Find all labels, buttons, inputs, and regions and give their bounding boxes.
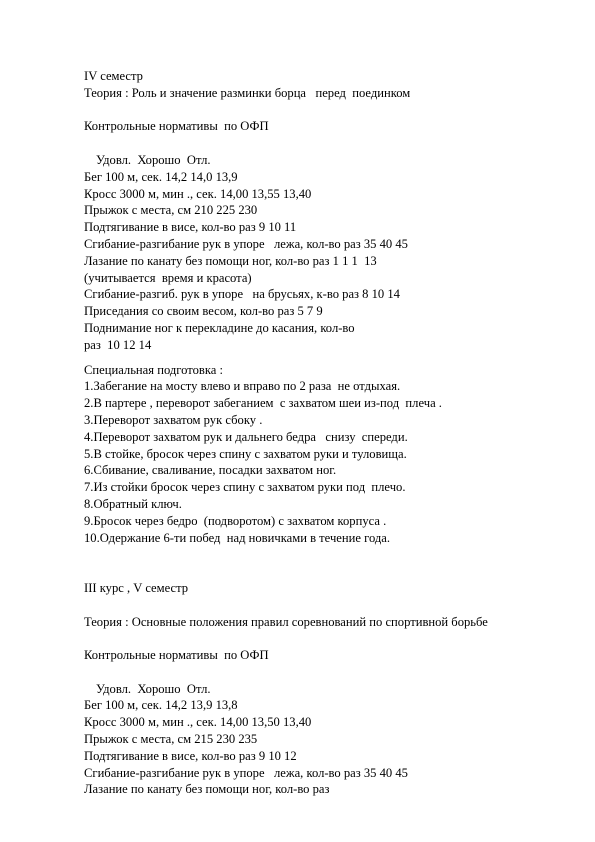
spacer [84, 546, 584, 563]
spacer [84, 597, 584, 614]
grades-header: Удовл. Хорошо Отл. [96, 681, 211, 696]
special-item: 1.Забегание на мосту влево и вправо по 2 раза не отдыхая. [84, 379, 401, 394]
norm-item: Кросс 3000 м, мин ., сек. 14,00 13,55 13,40 [84, 186, 312, 201]
special-item: 10.Одержание 6-ти побед над новичками в течение года. [84, 530, 391, 545]
norm-item: Бег 100 м, сек. 14,2 14,0 13,9 [84, 169, 238, 184]
spacer [84, 664, 584, 681]
special-item: 9.Бросок через бедро (подворотом) с захватом корпуса . [84, 513, 387, 528]
special-item: 6.Сбивание, сваливание, посадки захватом ног. [84, 463, 337, 478]
theory-line: Теория : Роль и значение разминки борца перед поединком [84, 85, 411, 100]
spacer [84, 354, 584, 362]
special-item: 7.Из стойки бросок через спину с захватом руки под плечо. [84, 480, 406, 495]
norms-list [84, 169, 584, 354]
norm-item: Приседания со своим весом, кол-во раз 5 7 9 [84, 304, 323, 319]
course-heading: III курс , V семестр [84, 580, 189, 595]
norm-item: Сгибание-разгибание рук в упоре лежа, кол-во раз 35 40 45 [84, 236, 408, 251]
norm-item: Сгибание-разгиб. рук в упоре на брусьях, к-во раз 8 10 14 [84, 287, 400, 302]
special-title: Специальная подготовка : [84, 362, 224, 377]
norm-item: Подтягивание в висе, кол-во раз 9 10 11 [84, 220, 297, 235]
norms-list [84, 697, 584, 798]
spacer [84, 563, 584, 580]
semester-heading: IV семестр [84, 69, 143, 83]
grades-header: Удовл. Хорошо Отл. [96, 152, 211, 167]
spacer [84, 630, 584, 647]
norm-item: Прыжок с места, см 210 225 230 [84, 203, 258, 218]
spacer [84, 135, 584, 152]
norm-item: раз 10 12 14 [84, 337, 152, 352]
norms-title: Контрольные нормативы по ОФП [84, 648, 269, 663]
norms-title: Контрольные нормативы по ОФП [84, 119, 269, 134]
norm-item: Подтягивание в висе, кол-во раз 9 10 12 [84, 748, 297, 763]
norm-item: Поднимание ног к перекладине до касания, кол-во [84, 320, 355, 335]
document-page [84, 68, 584, 798]
special-item: 4.Переворот захватом рук и дальнего бедра снизу спереди. [84, 429, 408, 444]
norm-item: Сгибание-разгибание рук в упоре лежа, кол-во раз 35 40 45 [84, 765, 408, 780]
special-item: 3.Переворот захватом рук сбоку . [84, 412, 263, 427]
special-item: 2.В партере , переворот забеганием с захватом шеи из-под плеча . [84, 396, 442, 411]
special-item: 8.Обратный ключ. [84, 496, 182, 511]
norm-item: Бег 100 м, сек. 14,2 13,9 13,8 [84, 698, 238, 713]
theory-line: Теория : Основные положения правил соревнований по спортивной борьбе [84, 614, 488, 629]
norm-item: Кросс 3000 м, мин ., сек. 14,00 13,50 13,40 [84, 715, 312, 730]
norm-item: Лазание по канату без помощи ног, кол-во раз 1 1 1 13 [84, 253, 377, 268]
spacer [84, 102, 584, 119]
norm-item: Лазание по канату без помощи ног, кол-во раз [84, 782, 330, 797]
special-list [84, 378, 584, 546]
special-item: 5.В стойке, бросок через спину с захватом руки и туловища. [84, 446, 407, 461]
norm-item: (учитывается время и красота) [84, 270, 252, 285]
norm-item: Прыжок с места, см 215 230 235 [84, 732, 258, 747]
